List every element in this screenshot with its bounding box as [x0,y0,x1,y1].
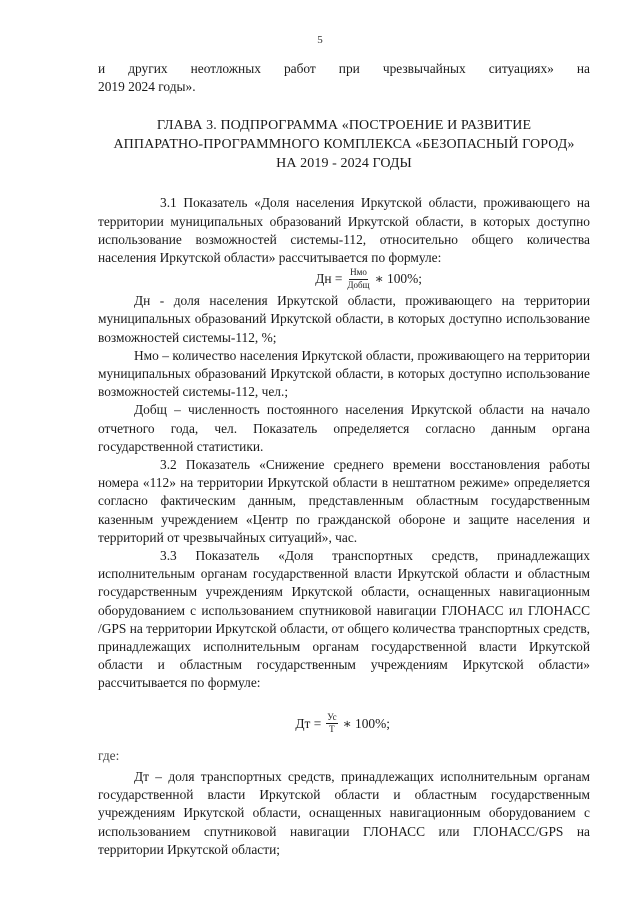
formula-dt-rhs: ∗ 100%; [342,715,390,731]
formula-dn [98,268,590,290]
definition-dt: Дт – доля транспортных средств, принадлежащих исполнительным органам государственной власти Иркутской области и областным государственным учреждениям Иркутской области, оснащенных навигационным оборудованием с использованием спутниковой навигации ГЛОНАСС или ГЛОНАСС/GPS на территории Иркутской области; [98,768,590,857]
paragraph-3-3: 3.3 Показатель «Доля транспортных средств, принадлежащих исполнительным органам государственной власти Иркутской области и областным государственным учреждениям Иркутской области, оснащенных навигационным оборудованием с использованием спутниковой навигации ГЛОНАСС ил ГЛОНАСС /GPS на территории Иркутской области, от общего количества транспортных средств, принадлежащих исполнительным органам государственной власти Иркутской области и областным государственным учреждениям Иркутской области» рассчитывается по формуле: [98,548,590,691]
heading-line-3: НА 2019 - 2024 ГОДЫ [276,156,412,172]
formula-dn-fraction [347,268,369,290]
formula-dt-denominator: Т [329,724,335,735]
paragraph-3-2: 3.2 Показатель «Снижение среднего времени восстановления работы номера «112» на территории Иркутской области в нештатном режиме» определяется согласно фактическим данным, представленным областным государственным казенным учреждением «Центр по гражданской обороне и защите населения и территорий от чрезвычайных ситуаций», час. [98,457,590,545]
intro-line-2: 2019 2024 годы». [98,79,196,95]
chapter-heading [98,116,590,173]
definition-dobsch: Добщ – численность постоянного населения Иркутской области на начало отчетного года, чел. Показатель определяется согласно данным органа государственной статистики. [98,402,590,454]
formula-dn-lhs: Дн = [315,271,343,287]
definition-nmo: Нмо – количество населения Иркутской области, проживающего на территории муниципальных образований Иркутской области, в которых доступно использование возможностей системы-112, чел.; [98,347,590,400]
formula-dt-numerator: Ус [326,713,337,725]
formula-dt [98,713,590,735]
heading-line-2: АППАРАТНО-ПРОГРАММНОГО КОМПЛЕКСА «БЕЗОПАСНЫЙ ГОРОД» [113,137,575,153]
formula-dn-denominator: Добщ [347,279,370,290]
formula-dt-lhs: Дт = [295,715,322,731]
formula-dn-rhs: ∗ 100%; [374,271,422,287]
intro-line-1: и других неотложных работ при чрезвычайных ситуациях» на [98,61,590,76]
formula-dn-numerator: Нмо [349,268,368,280]
definition-dn: Дн - доля населения Иркутской области, проживающего на территории муниципальных образований Иркутской области, в которых доступно использование возможностей системы-112, %; [98,293,590,345]
where-label: где: [98,747,120,763]
heading-line-1: ГЛАВА 3. ПОДПРОГРАММА «ПОСТРОЕНИЕ И РАЗВИТИЕ [156,118,532,134]
paragraph-3-1: 3.1 Показатель «Доля населения Иркутской области, проживающего на территории муниципальных образований Иркутской области, в которых доступно использование возможностей системы-112, относительно общего количества населения Иркутской области» рассчитывается по формуле: [98,195,590,266]
page-number: 5 [317,34,323,46]
formula-dt-fraction [326,713,337,735]
document-body [98,60,590,859]
